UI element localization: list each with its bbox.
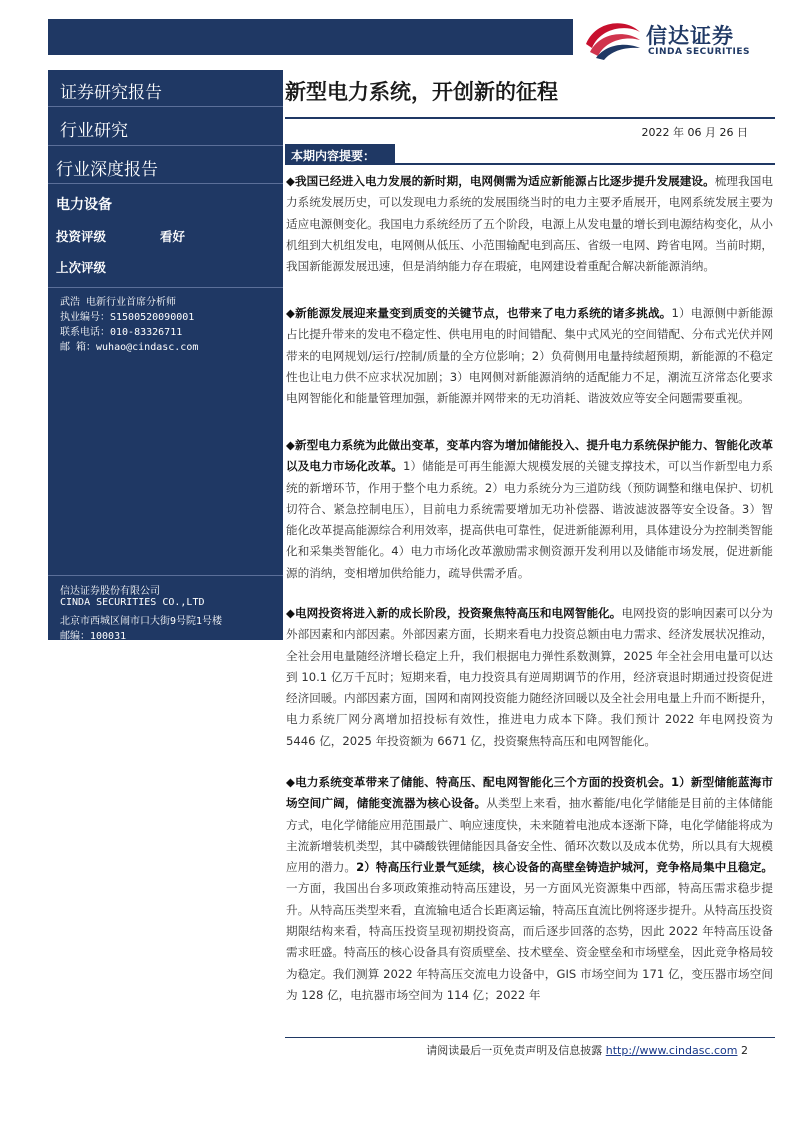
prev-rating-label: 上次评级 (56, 260, 107, 275)
paragraph-subhead: 2）特高压行业景气延续，核心设备的高壁垒铸造护城河，竞争格局集中且稳定。 (356, 860, 773, 875)
summary-paragraph-4 (286, 603, 773, 752)
paragraph-subhead: 1）新型储能蓝海市场空间广阔，储能变流器为核心设备。 (286, 775, 773, 811)
paragraph-body: 一方面，我国出台多项政策推动特高压建设，另一方面风光资源集中西部，特高压需求稳步提升。从特高压类型来看，直流输电适合长距离运输，特高压直流比例将逐步提升。从特高压投资期限结构来看，特高压投资呈现初期投资高，而后逐步回落的态势，因此 2022 年特高压设备需求旺盛。特高压的核心设备具有资质壁垒、技术壁垒、资金壁垒和市场壁垒，因此竞争格局较为稳定。我们测算 2022 年特高压交流电力设备中，GIS 市场空间为 171 亿，变压器市场空间为 128 亿，电抗器市场空间为 114 亿；2022 年 (286, 881, 773, 1002)
summary-paragraph-2 (286, 303, 773, 409)
company-postcode: 邮编：100031 (60, 631, 127, 642)
paragraph-lead: ◆我国已经进入电力发展的新时期，电网侧需为适应新能源占比逐步提升发展建设。 (286, 174, 715, 188)
company-cn-name: 信达证券股份有限公司 (60, 586, 160, 597)
industry-label: 电力设备 (56, 197, 112, 213)
analyst-phone: 联系电话：010-83326711 (60, 327, 183, 338)
report-type: 证券研究报告 (60, 83, 162, 103)
sidebar-divider (48, 145, 283, 146)
sidebar-divider (48, 106, 283, 107)
report-subcategory: 行业深度报告 (56, 160, 158, 180)
paragraph-lead: ◆新能源发展迎来量变到质变的关键节点，也带来了电力系统的诸多挑战。 (286, 306, 672, 320)
page-footer (426, 1042, 748, 1058)
logo-english-name: CINDA SECURITIES (648, 47, 750, 57)
paragraph-lead: ◆新型电力系统为此做出变革，变革内容为增加储能投入、提升电力系统保护能力、智能化改革以及电力市场化改革。 (286, 438, 773, 474)
footer-disclaimer: 请阅读最后一页免责声明及信息披露 (426, 1044, 603, 1057)
paragraph-body: 从类型上来看，抽水蓄能/电化学储能是目前的主体储能方式，电化学储能应用范围最广、响应速度快，未来随着电池成本逐渐下降，电化学储能将成为主流新增装机类型，其中磷酸铁锂储能因具备安全性、循环次数以及成本优势，所以具有大规模应用的潜力。 (286, 796, 773, 875)
paragraph-lead: ◆电网投资将进入新的成长阶段，投资聚焦特高压和电网智能化。 (286, 606, 622, 620)
rating-label: 投资评级 (56, 229, 107, 244)
sidebar-divider (48, 287, 283, 288)
section-heading: 本期内容提要： (285, 144, 395, 164)
rating-value: 看好 (160, 229, 186, 244)
summary-paragraph-5 (286, 772, 773, 1006)
paragraph-lead: ◆电力系统变革带来了储能、特高压、配电网智能化三个方面的投资机会。 (286, 775, 671, 789)
paragraph-body: 梳理我国电力系统发展历史，可以发现电力系统的发展围绕当时的电力主要矛盾展开，电网系统发展主要为适应电源侧变化。我国电力系统经历了五个阶段，电源上从发电量的增长到电源结构变化，从小机组到大机组发电，电网侧从低压、小范围输配电到高压、省级一电网、跨省电网。当前时期，我国新能源发展迅速，但是消纳能力存在瑕疵，电网建设着重配合解决新能源消纳。 (286, 174, 773, 274)
cinda-logo (582, 14, 782, 62)
paragraph-body: 电网投资的影响因素可以分为外部因素和内部因素。外部因素方面，长期来看电力投资总额由电力需求、经济发展状况推动，全社会用电量随经济增长稳定上升，我们根据电力弹性系数测算，2025 年全社会用电量可以达到 10.1 亿万千瓦时；短期来看，电力投资具有逆周期调节的作用，经济衰退时期通过投资促进经济回暖。内部因素方面，国网和南网投资能力随经济回暖以及全社会用电量上升而不断提升，电力系统厂网分离增加招投标有效性，推进电力成本下降。我们预计 2022 年电网投资为 5446 亿，2025 年投资额为 6671 亿，投资聚焦特高压和电网智能化。 (286, 606, 773, 748)
summary-paragraph-3 (286, 435, 773, 584)
report-category: 行业研究 (60, 121, 128, 141)
cinda-logo-emblem-icon (582, 14, 642, 62)
section-divider (285, 163, 775, 165)
analyst-email[interactable]: 邮 箱：wuhao@cindasc.com (60, 342, 199, 353)
page-number: 2 (741, 1044, 748, 1057)
footer-website-link[interactable]: http://www.cindasc.com (605, 1044, 738, 1057)
paragraph-body: 1）电源侧中新能源占比提升带来的发电不稳定性、供电用电的时间错配、集中式风光的空间错配、分布式光伏并网带来的电网规划/运行/控制/质量的全方位影响；2）负荷侧用电量持续超预期，新能源的不稳定性也让电力供不应求状况加剧；3）电网侧对新能源消纳的适配能力不足，潮流互济常态化要求电网智能化和能量管理加强，新能源并网带来的无功消耗、谐波效应等安全问题需要重视。 (286, 306, 773, 406)
logo-chinese-name: 信达证券 (646, 24, 734, 48)
sidebar-divider (48, 183, 283, 184)
page-title: 新型电力系统，开创新的征程 (285, 80, 558, 104)
report-date: 2022 年 06 月 26 日 (641, 126, 748, 139)
summary-paragraph-1 (286, 171, 773, 277)
title-divider (285, 117, 775, 119)
footer-divider (285, 1037, 775, 1038)
sidebar-divider (48, 575, 283, 576)
analyst-name: 武浩 电新行业首席分析师 (60, 297, 177, 308)
company-en-name: CINDA SECURITIES CO.,LTD (60, 597, 205, 608)
analyst-license: 执业编号：S1500520090001 (60, 312, 195, 323)
paragraph-body: 1）储能是可再生能源大规模发展的关键支撑技术，可以当作新型电力系统的新增环节，作用于整个电力系统。2）电力系统分为三道防线（预防调整和继电保护、切机切符合、紧急控制电压），目前电力系统需要增加无功补偿器、谐波滤波器等安全设备。3）智能化改革提高能源综合利用效率，提高供电可靠性，促进新能源利用，具体建设分为控制类智能化和采集类智能化。4）电力市场化改革激励需求侧资源开发利用以及储能市场发展，促进新能源的消纳，变相增加供给能力，疏导供需矛盾。 (286, 459, 773, 580)
company-address: 北京市西城区闹市口大街9号院1号楼 (60, 616, 223, 627)
header-bar (48, 19, 573, 55)
